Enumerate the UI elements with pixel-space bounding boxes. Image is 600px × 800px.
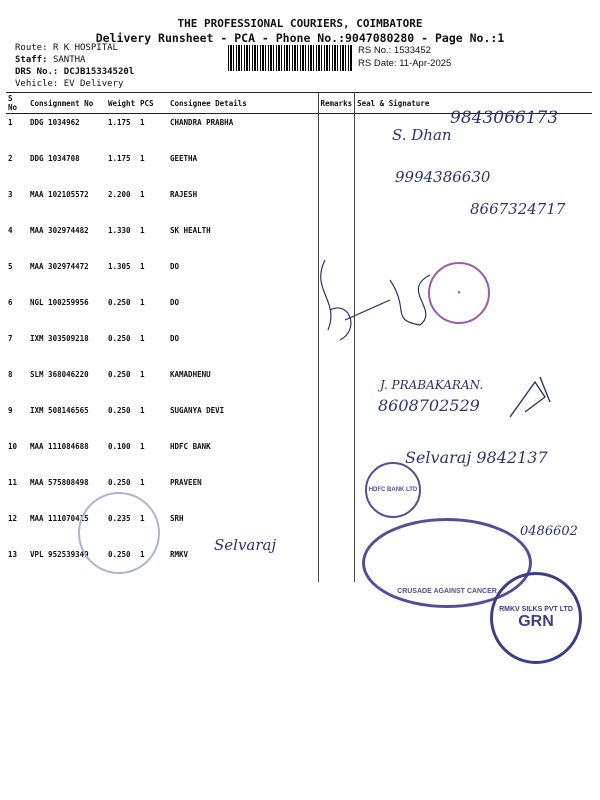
drs-line: DRS No.: DCJB15334520l [15,67,135,77]
table-row: 5 MAA 302974472 1.305 1 DO [6,258,592,294]
handwritten-signature-2: Selvaraj 9842137 [405,448,548,467]
rs-number: RS No.: 1533452 [358,45,431,56]
staff-line: Staff: SANTHA [15,55,86,65]
faint-stamp [78,492,160,574]
table-row: 4 MAA 302974482 1.330 1 SK HEALTH [6,222,592,258]
table-row: 1 DDG 1034962 1.175 1 CHANDRA PRABHA [6,114,592,151]
handwritten-phone-4: 8608702529 [378,396,480,415]
table-row: 8 SLM 368046220 0.250 1 KAMADHENU [6,366,592,402]
handwritten-phone-2: 9994386630 [395,168,491,186]
table-row: 12 MAA 111070415 0.235 1 SRH [6,510,592,546]
runsheet-subtitle: Delivery Runsheet - PCA - Phone No.:9047080280 - Page No.:1 [95,31,505,45]
vehicle-line: Vehicle: EV Delivery [15,79,124,89]
purple-stamp: ● [428,262,490,324]
route-line: Route: R K HOSPITAL [15,43,118,53]
table-row: 6 NGL 100259956 0.250 1 DO [6,294,592,330]
table-row: 7 IXM 303509218 0.250 1 DO [6,330,592,366]
barcode [228,45,352,71]
handwritten-phone-1: 9843066173 [450,108,559,128]
col-consignment: Consignment No [28,93,106,114]
table-row: 13 VPL 952539349 0.250 1 RMKV [6,546,592,582]
handwritten-signature-3: Selvaraj [214,536,277,554]
company-title: THE PROFESSIONAL COURIERS, COIMBATORE [177,17,423,30]
handwritten-phone-3: 8667324717 [470,200,566,218]
table-row: 9 IXM 508146565 0.250 1 SUGANYA DEVI [6,402,592,438]
col-weight: Weight [106,93,138,114]
table-row: 10 MAA 111084688 0.100 1 HDFC BANK [6,438,592,474]
table-row: 2 DDG 1034708 1.175 1 GEETHA [6,150,592,186]
rs-date: RS Date: 11-Apr-2025 [358,58,452,69]
rmkv-stamp: RMKV SILKS PVT LTD GRN [490,572,582,664]
handwritten-signature-1: S. Dhan [392,126,452,144]
col-remarks: Remarks [318,93,355,114]
col-seal: Seal & Signature [355,93,592,114]
col-sno: S No [6,93,28,114]
scribble-signature [505,372,555,422]
hospital-stamp: CRUSADE AGAINST CANCER [362,518,532,608]
hdfc-stamp: HDFC BANK LTD [365,462,421,518]
handwritten-phone-5: 0486602 [520,524,578,539]
table-row: 11 MAA 575808498 0.250 1 PRAVEEN [6,474,592,510]
col-pcs: PCS [138,93,168,114]
col-consignee: Consignee Details [168,93,318,114]
handwritten-name: J. PRABAKARAN. [380,378,484,392]
table-row: 3 MAA 102105572 2.200 1 RAJESH [6,186,592,222]
